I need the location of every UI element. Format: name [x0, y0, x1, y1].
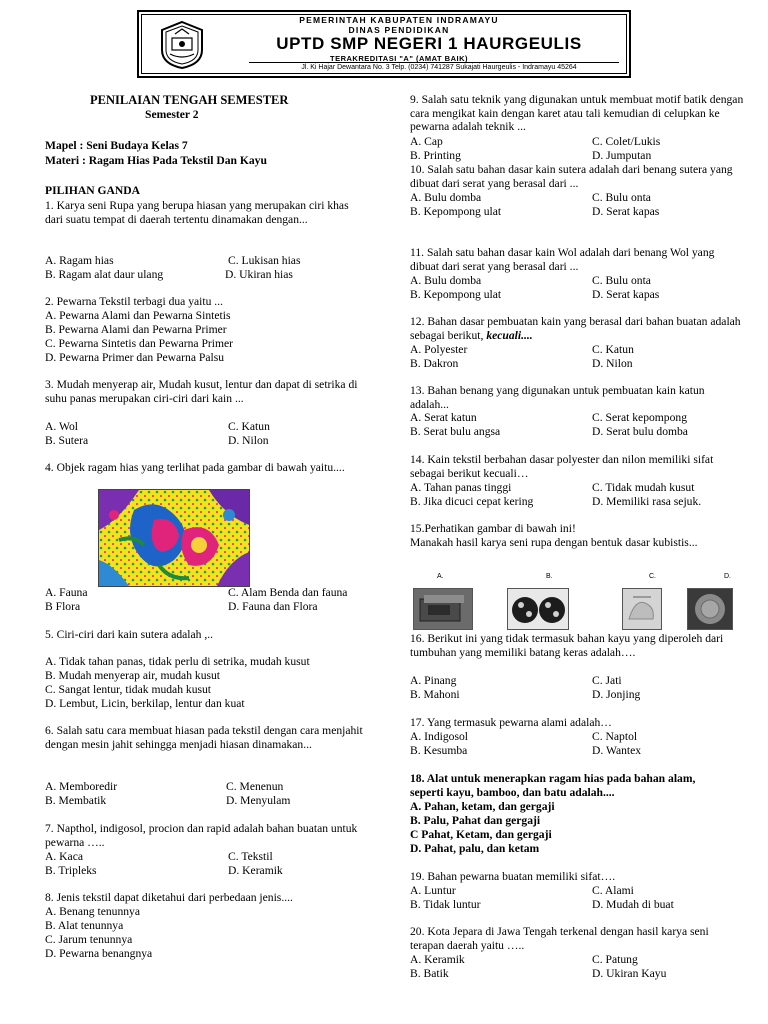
question-11: 11. Salah satu bahan dasar kain Wol adalah dari benang Wol yang dibuat dari serat yang berasal dari ... [410, 246, 715, 273]
question-15: 15.Perhatikan gambar di bawah ini! [410, 522, 576, 535]
q17-option-a[interactable]: A. Indigosol [410, 730, 468, 743]
q18-option-d[interactable]: D. Pahat, palu, dan ketam [410, 842, 540, 855]
q4-option-d[interactable]: D. Fauna dan Flora [228, 600, 318, 613]
q17-option-d[interactable]: D. Wantex [592, 744, 642, 757]
q14-option-b[interactable]: B. Jika dicuci cepat kering [410, 495, 534, 508]
question-13: 13. Bahan benang yang digunakan untuk pembuatan kain katun adalah... [410, 384, 705, 411]
government-line: PEMERINTAH KABUPATEN INDRAMAYU [299, 15, 499, 25]
q4-option-c[interactable]: C. Alam Benda dan fauna [228, 586, 348, 599]
q18-option-b[interactable]: B. Palu, Pahat dan gergaji [410, 814, 541, 827]
department-line: DINAS PENDIDIKAN [348, 25, 450, 35]
q15-label-b: B. [546, 573, 553, 580]
question-10: 10. Salah satu bahan dasar kain sutera adalah dari benang sutera yang dibuat dari serat yang berasal dari ... [410, 163, 733, 190]
question-18: 18. Alat untuk menerapkan ragam hias pada bahan alam, seperti kayu, bamboo, dan batu adalah.... [410, 772, 696, 799]
q12-option-c[interactable]: C. Katun [592, 343, 634, 356]
q15-label-c: C. [649, 573, 656, 580]
q18-option-c[interactable]: C Pahat, Ketam, dan gergaji [410, 828, 552, 841]
q5-option-c[interactable]: C. Sangat lentur, tidak mudah kusut [45, 683, 212, 696]
q12-option-d[interactable]: D. Nilon [592, 357, 633, 370]
q6-option-b[interactable]: B. Membatik [45, 794, 107, 807]
q17-option-b[interactable]: B. Kesumba [410, 744, 468, 757]
q3-option-a[interactable]: A. Wol [45, 420, 78, 433]
q10-option-b[interactable]: B. Kepompong ulat [410, 205, 502, 218]
q12-stem-text: 12. Bahan dasar pembuatan kain yang berasal dari bahan buatan adalah sebagai berikut, [410, 315, 741, 342]
question-9: 9. Salah satu teknik yang digunakan untuk membuat motif batik dengan cara mengikat kain dengan karet atau tali kemudian di celupkan ke pewarna adalah teknik ... [410, 93, 744, 134]
header-divider [249, 62, 619, 63]
batik-flora-fauna-image [98, 489, 250, 587]
q4-option-a[interactable]: A. Fauna [45, 586, 88, 599]
question-7: 7. Napthol, indigosol, procion dan rapid adalah bahan buatan untuk pewarna ….. [45, 822, 358, 849]
question-17: 17. Yang termasuk pewarna alami adalah… [410, 716, 612, 729]
q13-option-b[interactable]: B. Serat bulu angsa [410, 425, 501, 438]
q1-option-b[interactable]: B. Ragam alat daur ulang [45, 268, 164, 281]
q5-option-b[interactable]: B. Mudah menyerap air, mudah kusut [45, 669, 221, 682]
q19-option-d[interactable]: D. Mudah di buat [592, 898, 674, 911]
q3-option-d[interactable]: D. Nilon [228, 434, 269, 447]
q15-image-d-disc[interactable] [687, 588, 733, 630]
question-1: 1. Karya seni Rupa yang berupa hiasan yang merupakan ciri khas dari suatu tempat di daerah tertentu dinamakan dengan... [45, 199, 349, 226]
q15-label-d: D. [724, 573, 731, 580]
q2-option-b[interactable]: B. Pewarna Alami dan Pewarna Primer [45, 323, 227, 336]
q11-option-b[interactable]: B. Kepompong ulat [410, 288, 502, 301]
q16-option-b[interactable]: B. Mahoni [410, 688, 460, 701]
question-14: 14. Kain tekstil berbahan dasar polyester dan nilon memiliki sifat sebagai berikut kecuali… [410, 453, 714, 480]
q4-option-b[interactable]: B Flora [45, 600, 81, 613]
letterhead [137, 10, 631, 78]
exam-title: PENILAIAN TENGAH SEMESTER [90, 93, 289, 107]
accreditation-line: TERAKREDITASI "A" (AMAT BAIK) [330, 54, 468, 63]
regency-emblem-icon [157, 20, 207, 70]
question-2: 2. Pewarna Tekstil terbagi dua yaitu ... [45, 295, 223, 308]
q3-option-c[interactable]: C. Katun [228, 420, 270, 433]
q15-image-a-box[interactable] [413, 588, 473, 630]
q9-option-b[interactable]: B. Printing [410, 149, 461, 162]
q16-option-d[interactable]: D. Jonjing [592, 688, 641, 701]
q7-option-c[interactable]: C. Tekstil [228, 850, 273, 863]
q18-option-a[interactable]: A. Pahan, ketam, dan gergaji [410, 800, 555, 813]
subject-line: Mapel : Seni Budaya Kelas 7 [45, 139, 188, 152]
section-heading: PILIHAN GANDA [45, 184, 141, 197]
q8-option-b[interactable]: B. Alat tenunnya [45, 919, 124, 932]
q2-option-c[interactable]: C. Pewarna Sintetis dan Pewarna Primer [45, 337, 234, 350]
q14-option-a[interactable]: A. Tahan panas tinggi [410, 481, 512, 494]
q20-option-c[interactable]: C. Patung [592, 953, 638, 966]
q7-option-b[interactable]: B. Tripleks [45, 864, 97, 877]
q5-option-a[interactable]: A. Tidak tahan panas, tidak perlu di setrika, mudah kusut [45, 655, 310, 668]
q3-option-b[interactable]: B. Sutera [45, 434, 89, 447]
q7-option-a[interactable]: A. Kaca [45, 850, 83, 863]
question-6: 6. Salah satu cara membuat hiasan pada tekstil dengan cara menjahit dengan mesin jahit sehingga menjadi hiasan dinamakan... [45, 724, 363, 751]
q6-option-a[interactable]: A. Memboredir [45, 780, 118, 793]
q19-option-c[interactable]: C. Alami [592, 884, 634, 897]
q13-option-a[interactable]: A. Serat katun [410, 411, 477, 424]
material-line: Materi : Ragam Hias Pada Tekstil Dan Kayu [45, 154, 267, 167]
q14-option-c[interactable]: C. Tidak mudah kusut [592, 481, 695, 494]
q15-image-b-spheres[interactable] [507, 588, 569, 630]
q8-option-d[interactable]: D. Pewarna benangnya [45, 947, 153, 960]
q11-option-c[interactable]: C. Bulu onta [592, 274, 651, 287]
q5-option-d[interactable]: D. Lembut, Licin, berkilap, lentur dan kuat [45, 697, 245, 710]
q13-option-d[interactable]: D. Serat bulu domba [592, 425, 688, 438]
q7-option-d[interactable]: D. Keramik [228, 864, 283, 877]
address-line: Jl. Ki Hajar Dewantara No. 3 Telp. (0234) 741287 Sukajati Haurgeulis - Indramayu 45264 [301, 64, 577, 71]
question-3: 3. Mudah menyerap air, Mudah kusut, lentur dan dapat di setrika di suhu panas merupakan ciri-ciri dari kain ... [45, 378, 358, 405]
q1-option-d[interactable]: D. Ukiran hias [225, 268, 293, 281]
question-16: 16. Berikut ini yang tidak termasuk bahan kayu yang diperoleh dari tumbuhan yang memiliki batang keras adalah…. [410, 632, 724, 659]
q12-option-a[interactable]: A. Polyester [410, 343, 468, 356]
q9-option-c[interactable]: C. Colet/Lukis [592, 135, 661, 148]
q12-exception-word: kecuali.... [486, 328, 533, 342]
semester-label: Semester 2 [145, 108, 199, 121]
q15-label-a: A. [437, 573, 444, 580]
q1-option-a[interactable]: A. Ragam hias [45, 254, 114, 267]
q20-option-d[interactable]: D. Ukiran Kayu [592, 967, 667, 980]
question-8: 8. Jenis tekstil dapat diketahui dari perbedaan jenis.... [45, 891, 293, 904]
q9-option-a[interactable]: A. Cap [410, 135, 443, 148]
school-name: UPTD SMP NEGERI 1 HAURGEULIS [276, 34, 582, 53]
q2-option-a[interactable]: A. Pewarna Alami dan Pewarna Sintetis [45, 309, 231, 322]
q15-image-c-relief[interactable] [622, 588, 662, 630]
question-5: 5. Ciri-ciri dari kain sutera adalah ,.. [45, 628, 214, 641]
q10-option-a[interactable]: A. Bulu domba [410, 191, 482, 204]
q10-option-d[interactable]: D. Serat kapas [592, 205, 660, 218]
q14-option-d[interactable]: D. Memiliki rasa sejuk. [592, 495, 702, 508]
q11-option-a[interactable]: A. Bulu domba [410, 274, 482, 287]
q9-option-d[interactable]: D. Jumputan [592, 149, 652, 162]
q8-option-c[interactable]: C. Jarum tenunnya [45, 933, 133, 946]
q1-option-c[interactable]: C. Lukisan hias [228, 254, 301, 267]
q16-option-a[interactable]: A. Pinang [410, 674, 457, 687]
q8-option-a[interactable]: A. Benang tenunnya [45, 905, 140, 918]
q20-option-b[interactable]: B. Batik [410, 967, 449, 980]
q19-option-b[interactable]: B. Tidak luntur [410, 898, 481, 911]
q20-option-a[interactable]: A. Keramik [410, 953, 465, 966]
q12-option-b[interactable]: B. Dakron [410, 357, 459, 370]
q6-option-d[interactable]: D. Menyulam [226, 794, 291, 807]
q19-option-a[interactable]: A. Luntur [410, 884, 456, 897]
q6-option-c[interactable]: C. Menenun [226, 780, 284, 793]
q16-option-c[interactable]: C. Jati [592, 674, 622, 687]
q13-option-c[interactable]: C. Serat kepompong [592, 411, 687, 424]
q11-option-d[interactable]: D. Serat kapas [592, 288, 660, 301]
q10-option-c[interactable]: C. Bulu onta [592, 191, 651, 204]
q17-option-c[interactable]: C. Naptol [592, 730, 638, 743]
q2-option-d[interactable]: D. Pewarna Primer dan Pewarna Palsu [45, 351, 225, 364]
question-20: 20. Kota Jepara di Jawa Tengah terkenal dengan hasil karya seni terapan daerah yaitu ….. [410, 925, 709, 952]
question-4: 4. Objek ragam hias yang terlihat pada gambar di bawah yaitu.... [45, 461, 345, 474]
question-19: 19. Bahan pewarna buatan memiliki sifat…. [410, 870, 616, 883]
question-15-prompt: Manakah hasil karya seni rupa dengan bentuk dasar kubistis... [410, 536, 698, 549]
question-12 [410, 315, 745, 342]
